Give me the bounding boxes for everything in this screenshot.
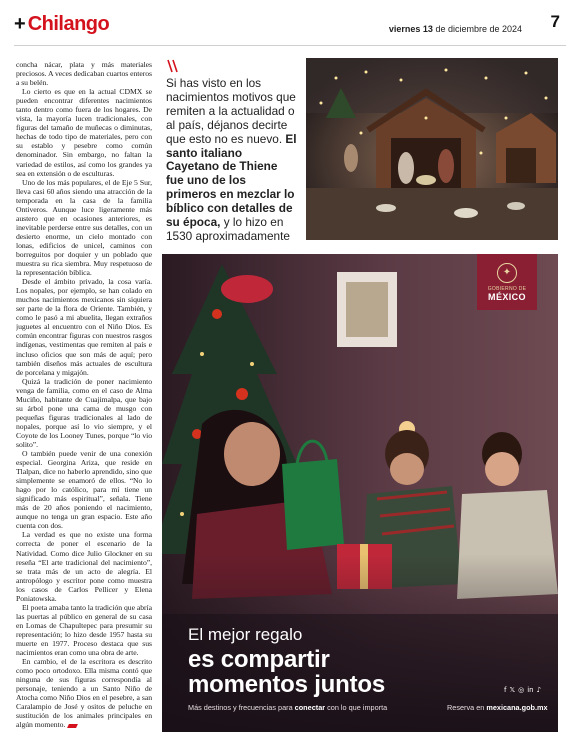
ad-headline-line2: momentos juntos: [188, 671, 386, 698]
ad-sub-post: con lo que importa: [325, 703, 388, 712]
ad-booking-site[interactable]: mexicana.gob.mx: [486, 703, 548, 712]
article-paragraph: El poeta amaba tanto la tradición que abría las puertas al público en general de su casa en Lomas de Chapultepec para presumir su representación; lo hizo desde 1957 hasta su muerte en 1977. Proceso destaca que sus nacimientos eran como una obra de arte.: [16, 602, 152, 658]
ad-lead-text: El mejor regalo: [188, 625, 303, 644]
date-rest: de diciembre de 2024: [432, 24, 522, 34]
gobierno-de-mexico-logo[interactable]: [477, 254, 537, 310]
ad-subtitle: [188, 703, 387, 712]
pull-quote: [166, 77, 298, 244]
article-paragraph: Uno de los más populares, el de Eje 5 Sur, lleva casi 60 años siendo una atracción de la temporada en la casa de la familia Ontiveros. Aunque luce ligeramente más austero que en ocasiones anteriores, es inevitable perderse entre sus detalles, con un desierto enorme, un cielo montado con lonas, edificios de unicel, caminos con borreguitos por doquier y un poblado que muestra su rica siembra. Muy respetuoso de la representación bíblica.: [16, 177, 152, 278]
article-column: [16, 60, 152, 740]
nativity-scene-illustration: [306, 58, 558, 240]
masthead: [14, 8, 566, 46]
pull-quote-tail: y lo hizo en 1530 aproximadamente: [166, 215, 290, 243]
ad-booking-pre: Reserva en: [447, 703, 487, 712]
gov-logo-line1: GOBIERNO DE: [487, 285, 527, 292]
article-paragraph-last: [16, 657, 152, 729]
advertisement[interactable]: [162, 254, 558, 732]
article-paragraph: Desde el ámbito privado, la cosa varía. Los nopales, por ejemplo, se han colado en muchos nacimientos mexicanos sin siquiera ser parte de la flora de Oriente. También, y como le pasó a mi abuelita, llegan extraños juguetes al encuentro con el Niño Dios. Es común encontrar figuras con nuestros rasgos indígenas, vestimentas que remiten al país e incluso oficios que son más de aquí; pero también diseños más actuales de escultura de porcelana y migajón.: [16, 277, 152, 377]
gov-logo-line2: MÉXICO: [488, 291, 526, 302]
pull-quote-lead: Si has visto en los nacimientos motivos que remiten a la actualidad o al país, déjanos decirte que esto no es nuevo.: [166, 76, 296, 146]
date-day: viernes 13: [388, 24, 433, 34]
article-paragraph: concha nácar, plata y más materiales preciosos. A veces dedicaban cuartos enteros a su belén.: [16, 60, 152, 88]
pull-quote-bold: El santo italiano Cayetano de Thiene fue uno de los primeros en mezclar lo bíblico con detalles de su época,: [166, 131, 297, 230]
ad-sub-pre: Más destinos y frecuencias para: [188, 703, 295, 712]
nativity-photo: [306, 58, 558, 240]
quote-marks-icon: [166, 58, 180, 78]
x-icon[interactable]: 𝕏: [509, 686, 516, 694]
end-mark-icon: [67, 724, 78, 728]
ad-sub-bold: conectar: [294, 703, 326, 712]
ad-headline-line1: es compartir: [188, 646, 330, 673]
article-paragraph: La verdad es que no existe una forma correcta de poner el escenario de la Natividad. Como dice Julio Glockner en su reseña “El arte tradicional del nacimiento”, se trata más de un acto de alegría. El antropólogo y escritor pone como muestra los casos de Carlos Pellicer y Elena Poniatowska.: [16, 530, 152, 603]
facebook-icon[interactable]: f: [504, 686, 507, 694]
article-paragraph: Lo cierto es que en la actual CDMX se pueden encontrar diferentes nacimientos tanto dentro como fuera de los hogares. De vista, la mayoría lucen tradicionales, con figuras del tamaño de muñecas o diminutas, hechas de todo tipo de materiales, pero con su establo y pesebre como común denominador. Sin embargo, no faltan la variedad de estilos, así como los grandes ya sea en extensión o de esculturas.: [16, 87, 152, 178]
linkedin-icon[interactable]: in: [527, 686, 534, 694]
instagram-icon[interactable]: ◎: [518, 686, 525, 694]
tiktok-icon[interactable]: ♪: [536, 686, 542, 694]
social-icons: [504, 686, 541, 694]
eagle-seal-icon: ✦: [497, 263, 517, 283]
last-paragraph-text: En cambio, el de la escritora es descrito como poco ortodoxo. Ella misma contó que ninguna de sus figuras correspondía al personaje, teniendo a un Santo Niño de Atocha como Niño Dios en el pesebre, a san Caralampio de José y ositos de peluche en sustitución de los animales principales en algún momento.: [16, 657, 152, 730]
article-paragraph: Quizá la tradición de poner nacimiento venga de familia, como en el caso de Alma Muciño, habitante de Cuajimalpa, que bajo su árbol pone una cama de musgo con pequeñas figuras tradicionales al lado de nopales, porque así lo vio siempre, y el Coyote de los Looney Tunes, porque “lo vio solito”.: [16, 376, 152, 449]
brand-plus: +: [14, 13, 26, 35]
brand-name: Chilango: [27, 13, 110, 35]
article-paragraph: O también puede venir de una conexión especial. Georgina Ariza, que reside en Tlalpan, dice no haberlo aprendido, sino que simplemente se enamoró de ellos. “No lo hago por lo católico, para mí tiene un significado más espiritual”, señala. Tiene más de 20 años poniendo el nacimiento, aunque no tenga un gran espacio. Este año cuenta con dos.: [16, 449, 152, 531]
dateline: [389, 24, 522, 34]
ad-booking[interactable]: [447, 703, 548, 712]
page-number: 7: [550, 12, 560, 31]
brand-logo[interactable]: [14, 14, 109, 34]
